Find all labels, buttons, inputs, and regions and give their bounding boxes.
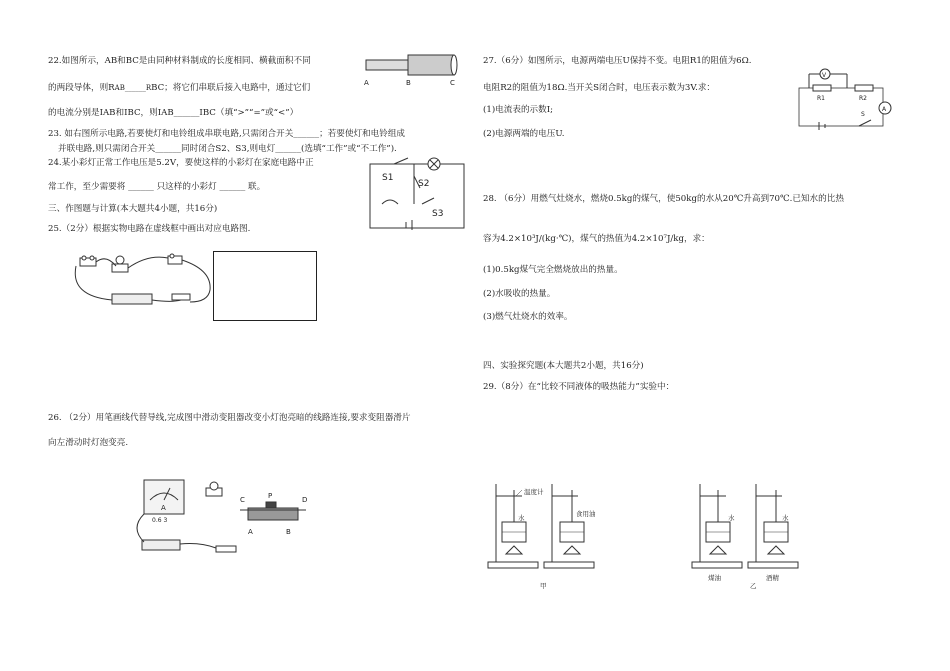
label-b: B: [286, 528, 291, 536]
q26-line2: 向左滑动时灯泡变亮.: [48, 438, 129, 448]
q25-physical-circuit: [72, 250, 212, 320]
q26-line1: 26. （2分）用笔画线代替导线,完成图中滑动变阻器改变小灯泡亮暗的线路连接,要求变阻器滑片: [48, 413, 411, 423]
q24-line2: 常工作，至少需要将 ______ 只这样的小彩灯 ______ 联。: [48, 182, 266, 192]
meter-label-a: A: [161, 504, 166, 512]
label-c: C: [240, 496, 245, 504]
label-cooking-oil: 食用油: [576, 510, 596, 518]
label-b: B: [406, 79, 411, 87]
caption-jia: 甲: [540, 582, 547, 590]
q26-rheostat-figure: [128, 478, 318, 558]
label-water: 水: [518, 514, 525, 522]
label-water-right: 水: [782, 514, 789, 522]
label-a: A: [364, 79, 369, 87]
label-d: D: [302, 496, 308, 504]
caption-yi: 乙: [750, 582, 757, 590]
q28-sub3: (3)燃气灶烧水的效率。: [483, 312, 573, 322]
label-s1: S1: [382, 173, 394, 183]
q27-sub1: (1)电流表的示数I;: [483, 105, 554, 115]
label-r2: R2: [859, 95, 867, 102]
section3-title: 三、作图题与计算(本大题共4小题，共16分): [48, 204, 218, 214]
section4-title: 四、实验探究题(本大题共2小题，共16分): [483, 361, 644, 371]
q28-sub2: (2)水吸收的热量。: [483, 289, 556, 299]
label-c: C: [450, 79, 455, 87]
stand-right: [748, 484, 798, 568]
q28-sub1: (1)0.5kg煤气完全燃烧放出的热量。: [483, 265, 623, 275]
label-r1: R1: [817, 95, 825, 102]
q28-line1: 28. （6分）用燃气灶烧水，燃烧0.5kg的煤气，使50kg的水从20℃升高到70℃.已知水的比热: [483, 194, 844, 204]
figure-yi: [690, 480, 820, 590]
switch-circuit-figure: [368, 158, 468, 236]
stand-right: [544, 484, 594, 568]
q29-text: 29.（8分）在“比较不同液体的吸热能力”实验中：: [483, 382, 675, 392]
ammeter-a: A: [882, 106, 887, 113]
q25-answer-box[interactable]: [213, 251, 317, 321]
label-kerosene: 煤油: [708, 574, 721, 582]
q23-line2: 并联电路,则只需闭合开关______同时闭合S2、S3,则电灯______(选填“工作”或“不工作”).: [58, 144, 397, 154]
q28-line2: 容为4.2×10³J/(kg·℃)，煤气的热值为4.2×10⁷J/kg，求：: [483, 234, 710, 244]
voltmeter-v: V: [822, 72, 827, 79]
q22-line2: 的两段导体，则RAB______RBC；将它们串联后接入电路中，通过它们: [48, 83, 311, 93]
q27-sub2: (2)电源两端的电压U.: [483, 129, 565, 139]
label-s2: S2: [418, 179, 430, 189]
meter-scale: 0.6 3: [152, 517, 168, 524]
q27-circuit-figure: [795, 66, 895, 130]
stand-left: [488, 484, 538, 568]
label-p: P: [268, 492, 273, 500]
q24-line1: 24.某小彩灯正常工作电压是5.2V，要使这样的小彩灯在家庭电路中正: [48, 158, 314, 168]
label-water-left: 水: [728, 514, 735, 522]
label-s: S: [861, 111, 865, 118]
q27-line1: 27.（6分）如图所示，电源两端电压U保持不变。电阻R1的阻值为6Ω.: [483, 56, 752, 66]
figure-jia: [486, 480, 616, 590]
label-s3: S3: [432, 209, 444, 219]
q22-line3: 的电流分别是IAB和IBC，则IAB______IBC（填“>”“=”或“<”）: [48, 108, 299, 118]
conductor-figure: [360, 50, 470, 90]
label-alcohol: 酒精: [766, 574, 779, 582]
q22-line1: 22.如图所示，AB和BC是由同种材料制成的长度相同、横截面积不同: [48, 56, 311, 66]
label-a2: A: [248, 528, 253, 536]
label-thermometer: 温度计: [524, 488, 544, 496]
q27-line2: 电阻R2的阻值为18Ω.当开关S闭合时，电压表示数为3V.求：: [483, 83, 716, 93]
q25-text: 25.（2分）根据实物电路在虚线框中画出对应电路图.: [48, 224, 251, 234]
stand-left: [692, 484, 742, 568]
q23-line1: 23. 如右图所示电路,若要使灯和电铃组成串联电路,只需闭合开关______；若要使灯和电铃组成: [48, 129, 406, 139]
